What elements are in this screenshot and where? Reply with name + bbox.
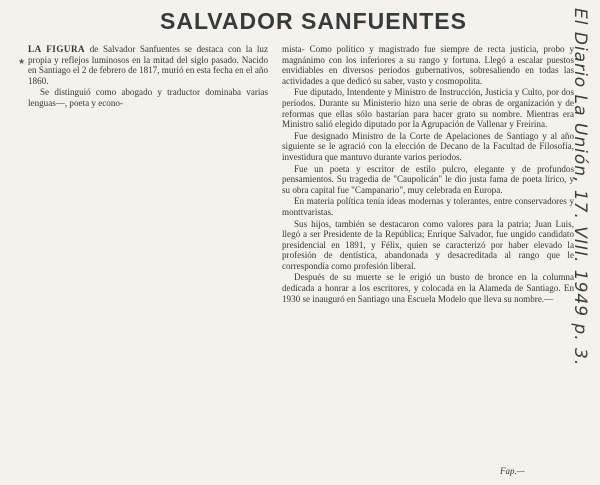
left-paragraph-1-text: de Salvador Sanfuentes se destaca con la luz propia y reflejos luminosos en la mitad del siglo pasado. Nacido en Santiago el 2 de febrero de 1817, murió en esta fecha en el año 1860.: [28, 44, 268, 86]
right-paragraph-3: Fue designado Ministro de la Corte de Apelaciones de Santiago y al año siguiente se le agració con la elección de Decano de la Facultad de Filosofía, investidura que mantuvo durante varios períodos.: [282, 130, 574, 162]
star-icon: ★: [18, 57, 26, 66]
left-column: [28, 44, 268, 110]
right-column: [282, 44, 574, 305]
left-paragraph-1: [28, 44, 268, 86]
right-paragraph-4: Fue un poeta y escritor de estilo pulcro, elegante y de profundos pensamientos. Su tragedia de "Caupolicán" le dio justa fama de poeta lírico, y su obra capital fue "Campanario", muy celebrada en Europa.: [282, 163, 574, 195]
author-signature: Fap.—: [500, 466, 525, 476]
right-paragraph-1: mista- Como político y magistrado fue siempre de recta justicia, probo y magnánimo con los inferiores a su rango y fortuna. Llegó a escalar puestos envidiables en diversos períodos gubernativos, sobresaliendo en todas las actividades a que dedicó su saber, vasto y cosmopolita.: [282, 44, 574, 86]
right-paragraph-6: Sus hijos, también se destacaron como valores para la patria; Juan Luis, llegó a ser Presidente de la República; Enrique Salvador, fue ungido candidato presidencial en 1891, y Félix, quien se caracterizó por haber elevado la profesión de dentística, abandonada y desacreditada al rango que le correspondía como profesión liberal.: [282, 218, 574, 271]
right-paragraph-7: Después de su muerte se le erigió un busto de bronce en la columna dedicada a honrar a los escritores, y colocada en la Alameda de Santiago. En 1930 se inauguró en Santiago una Escuela Modelo que lleva su nombre.—: [282, 272, 574, 304]
lead-words: LA FIGURA: [28, 44, 86, 54]
handwritten-source-note: El Diario La Unión, 17. VIII. 1949 p. 3.: [570, 8, 590, 367]
right-paragraph-5: En materia política tenía ideas modernas y tolerantes, entre conservadores y monttvaristas.: [282, 196, 574, 217]
right-paragraph-2: Fue diputado, Intendente y Ministro de Instrucción, Justicia y Culto, por dos períodos. Durante su Ministerio hizo una serie de obras de organización y de reformas que ellas sólo bastarían para hacer grato su nombre. Mientras era Ministro salió elegido diputado por la Agrupación de Vallenar y Freirina.: [282, 87, 574, 130]
left-paragraph-2: Se distinguió como abogado y traductor dominaba varias lenguas—, poeta y econo-: [28, 87, 268, 108]
article-title: SALVADOR SANFUENTES: [160, 8, 467, 34]
